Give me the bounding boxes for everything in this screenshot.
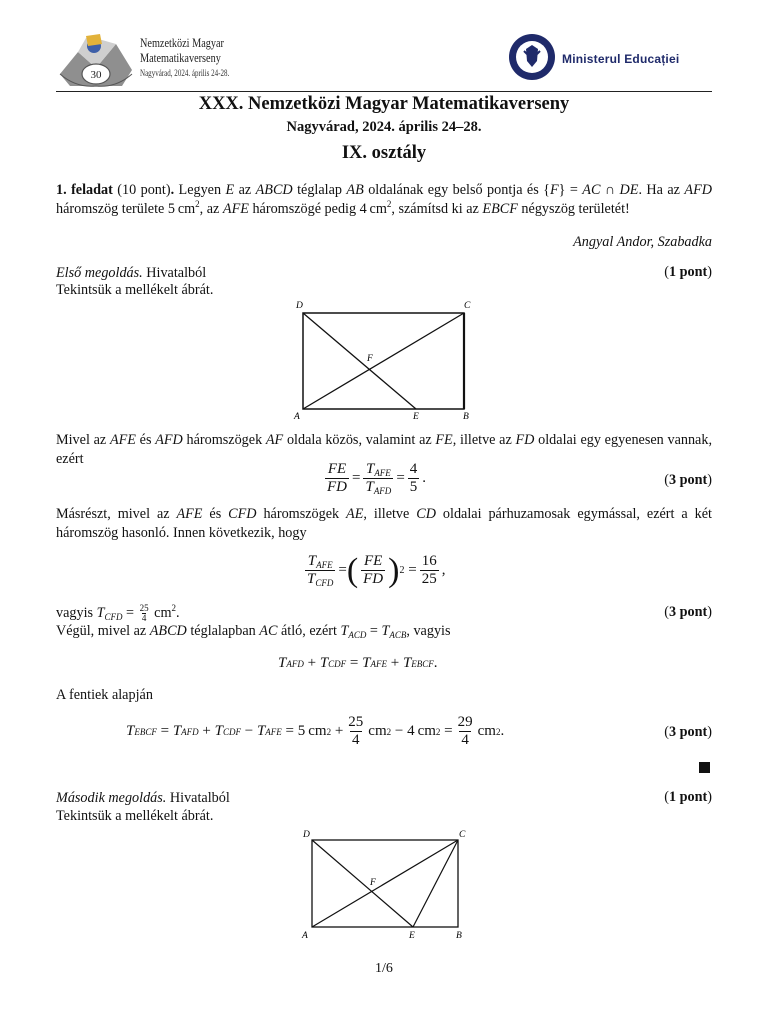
solution2-heading-points: (1 pont) — [664, 789, 712, 805]
qed-square-icon — [699, 762, 710, 773]
equation-similarity: $\frac{T_{AFE}}{T_{CFD}}$ = ( $\frac{FE}{FD}$ ) 2 = $\frac{16}{25}$ , — [307, 551, 446, 589]
ministry-name: Ministerul Educației — [562, 52, 680, 66]
solution1-title: Első megoldás. — [56, 265, 143, 281]
label-b: B — [463, 412, 469, 422]
solution1-heading-points: (1 pont) — [664, 264, 712, 280]
problem-points: (10 pont) — [117, 182, 171, 198]
label-f: F — [367, 354, 373, 364]
label-b-2: B — [456, 931, 462, 941]
label-e-2: E — [409, 931, 415, 941]
ministry-logo — [504, 32, 712, 84]
romanian-crest-icon — [508, 33, 556, 81]
page-title: XXX. Nemzetközi Magyar Matematikaverseny — [198, 94, 570, 114]
solution1-final-points: (3 pont) — [664, 724, 712, 740]
label-c: C — [464, 301, 471, 311]
label-d: D — [296, 301, 303, 311]
solution1-paragraph1: Mivel az AFE és AFD háromszögek AF oldala közös, valamint az FE, illetve az FD oldalai egy egyenesen vannak, ezért — [56, 432, 712, 467]
solution1-intro: Tekintsük a mellékelt ábrát. — [56, 282, 214, 298]
solution2-heading — [56, 789, 712, 808]
solution1-paragraph2: Másrészt, mivel az AFE és CFD háromszögek AE, illetve CD oldalai párhuzamosak egymással, ezért a két háromszög hasonló. Innen következik, hogy — [56, 506, 712, 541]
label-a-2: A — [302, 931, 308, 941]
solution1-paragraph3: Végül, mivel az ABCD téglalapban AC átló, ezért $T_{ACD} = T_{ACB}$, vagyis — [56, 623, 451, 640]
solution1-therefore: A fentiek alapján — [56, 687, 153, 703]
equation-area-sum: T AFD + T CDF = T AFE + T EBCF . — [278, 655, 438, 671]
equation-ratio: $\frac{FE}{FD}$ = $\frac{T_{AFE}}{T_{AFD}}$ = $\frac{4}{5}$ . — [327, 461, 427, 496]
segment-de — [303, 313, 416, 409]
label-e: E — [413, 412, 419, 422]
label-d-2: D — [303, 830, 310, 840]
diagonal-ac — [303, 313, 464, 409]
figure-1 — [290, 298, 480, 423]
figure-2 — [298, 826, 476, 944]
label-a: A — [294, 412, 300, 422]
page-subtitle: Nagyvárad, 2024. április 24–28. — [286, 119, 482, 135]
solution2-intro: Tekintsük a mellékelt ábrát. — [56, 808, 214, 824]
equation-final: T EBCF = T AFD + T CDF − T AFE = 5 cm 2 + $\frac{25}{4}$ cm 2 − 4 cm 2 = $\frac{29}{4}$ cm 2 . — [126, 714, 505, 748]
competition-place-date: Nagyvárad, 2024. április 24-28. — [140, 68, 230, 78]
label-c-2: C — [459, 830, 466, 840]
competition-name-line1: Nemzetközi Magyar — [140, 36, 224, 50]
page-header — [56, 28, 712, 92]
solution1-tcfd: vagyis $T_{CFD}$ = $\frac{25}{4}$ $cm^2$. — [56, 603, 180, 624]
problem-statement: 1. feladat (10 pont). Legyen E az ABCD téglalap AB oldalának egy belső pontja és {F} = AC ∩ DE. Ha az AFD háromszög területe 5 $cm^2$, az AFE háromszögé pedig 4 $cm^2$, számítsd ki az EBCF négyszög területét! — [56, 182, 712, 217]
header-rule — [56, 91, 712, 92]
competition-name-line2: Matematikaverseny — [140, 51, 221, 65]
competition-logo — [56, 30, 136, 90]
solution1-step2-points: (3 pont) — [664, 604, 712, 620]
solution1-heading-rest: Hivatalból — [146, 265, 207, 281]
solution1-step1-points: (3 pont) — [664, 472, 712, 488]
label-f-2: F — [370, 878, 376, 888]
grade-title: IX. osztály — [341, 143, 427, 163]
solution2-title: Második megoldás. — [56, 790, 167, 806]
logo-number: 30 — [90, 69, 102, 81]
segment-de-2 — [312, 840, 413, 927]
competition-name — [140, 36, 254, 81]
problem-label: 1. feladat — [56, 182, 113, 198]
page-number: 1/6 — [375, 961, 393, 976]
solution2-heading-rest: Hivatalból — [169, 790, 230, 806]
problem-author: Angyal Andor, Szabadka — [573, 234, 712, 250]
